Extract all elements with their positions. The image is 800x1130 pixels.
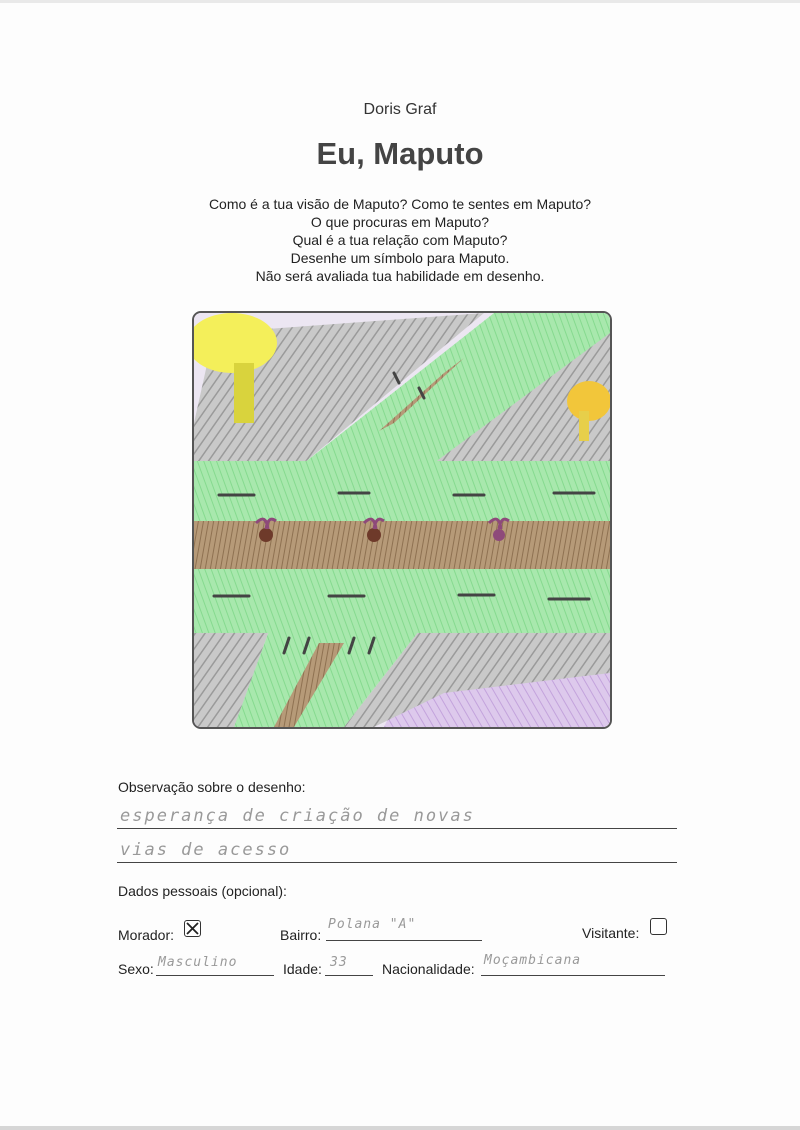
prompt-questions <box>0 195 800 285</box>
drawing-frame <box>192 311 612 729</box>
question-line: Qual é a tua relação com Maputo? <box>292 232 508 248</box>
sex-label: Sexo: <box>118 961 154 977</box>
observation-label: Observação sobre o desenho: <box>118 779 306 795</box>
page-title: Eu, Maputo <box>316 136 484 171</box>
author-name: Doris Graf <box>363 101 437 118</box>
question-line: O que procuras em Maputo? <box>310 214 490 230</box>
road-lower-lanes <box>194 569 610 633</box>
road-upper-lanes <box>194 461 610 523</box>
question-line: Como é a tua visão de Maputo? Como te sentes em Maputo? <box>208 196 592 212</box>
observation-rule-2 <box>117 862 677 863</box>
neighborhood-label: Bairro: <box>280 927 322 943</box>
scan-bottom-edge <box>0 1126 800 1130</box>
visitor-label: Visitante: <box>582 925 640 941</box>
median-strip <box>194 521 610 569</box>
observation-line-2: vias de acesso <box>120 840 292 860</box>
personal-data-label: Dados pessoais (opcional): <box>118 883 287 899</box>
observation-line-1: esperança de criação de novas <box>120 806 475 826</box>
observation-rule-1 <box>117 828 677 829</box>
age-value[interactable]: 33 <box>330 955 348 970</box>
nationality-label: Nacionalidade: <box>382 961 475 977</box>
scan-top-edge <box>0 0 800 3</box>
question-line: Desenhe um símbolo para Maputo. <box>290 250 510 266</box>
resident-checkbox[interactable] <box>184 920 201 937</box>
road-intersection-drawing <box>194 313 610 727</box>
neighborhood-value[interactable]: Polana "A" <box>328 917 417 932</box>
nationality-value[interactable]: Moçambicana <box>484 953 582 968</box>
sex-rule <box>156 975 274 976</box>
checked-x-icon <box>185 921 200 936</box>
age-label: Idade: <box>283 961 322 977</box>
question-line: Não será avaliada tua habilidade em desenho. <box>255 268 545 284</box>
visitor-checkbox[interactable] <box>650 918 667 935</box>
resident-label: Morador: <box>118 927 175 943</box>
age-rule <box>325 975 373 976</box>
neighborhood-rule <box>326 940 482 941</box>
nationality-rule <box>481 975 665 976</box>
sex-value[interactable]: Masculino <box>158 955 238 970</box>
